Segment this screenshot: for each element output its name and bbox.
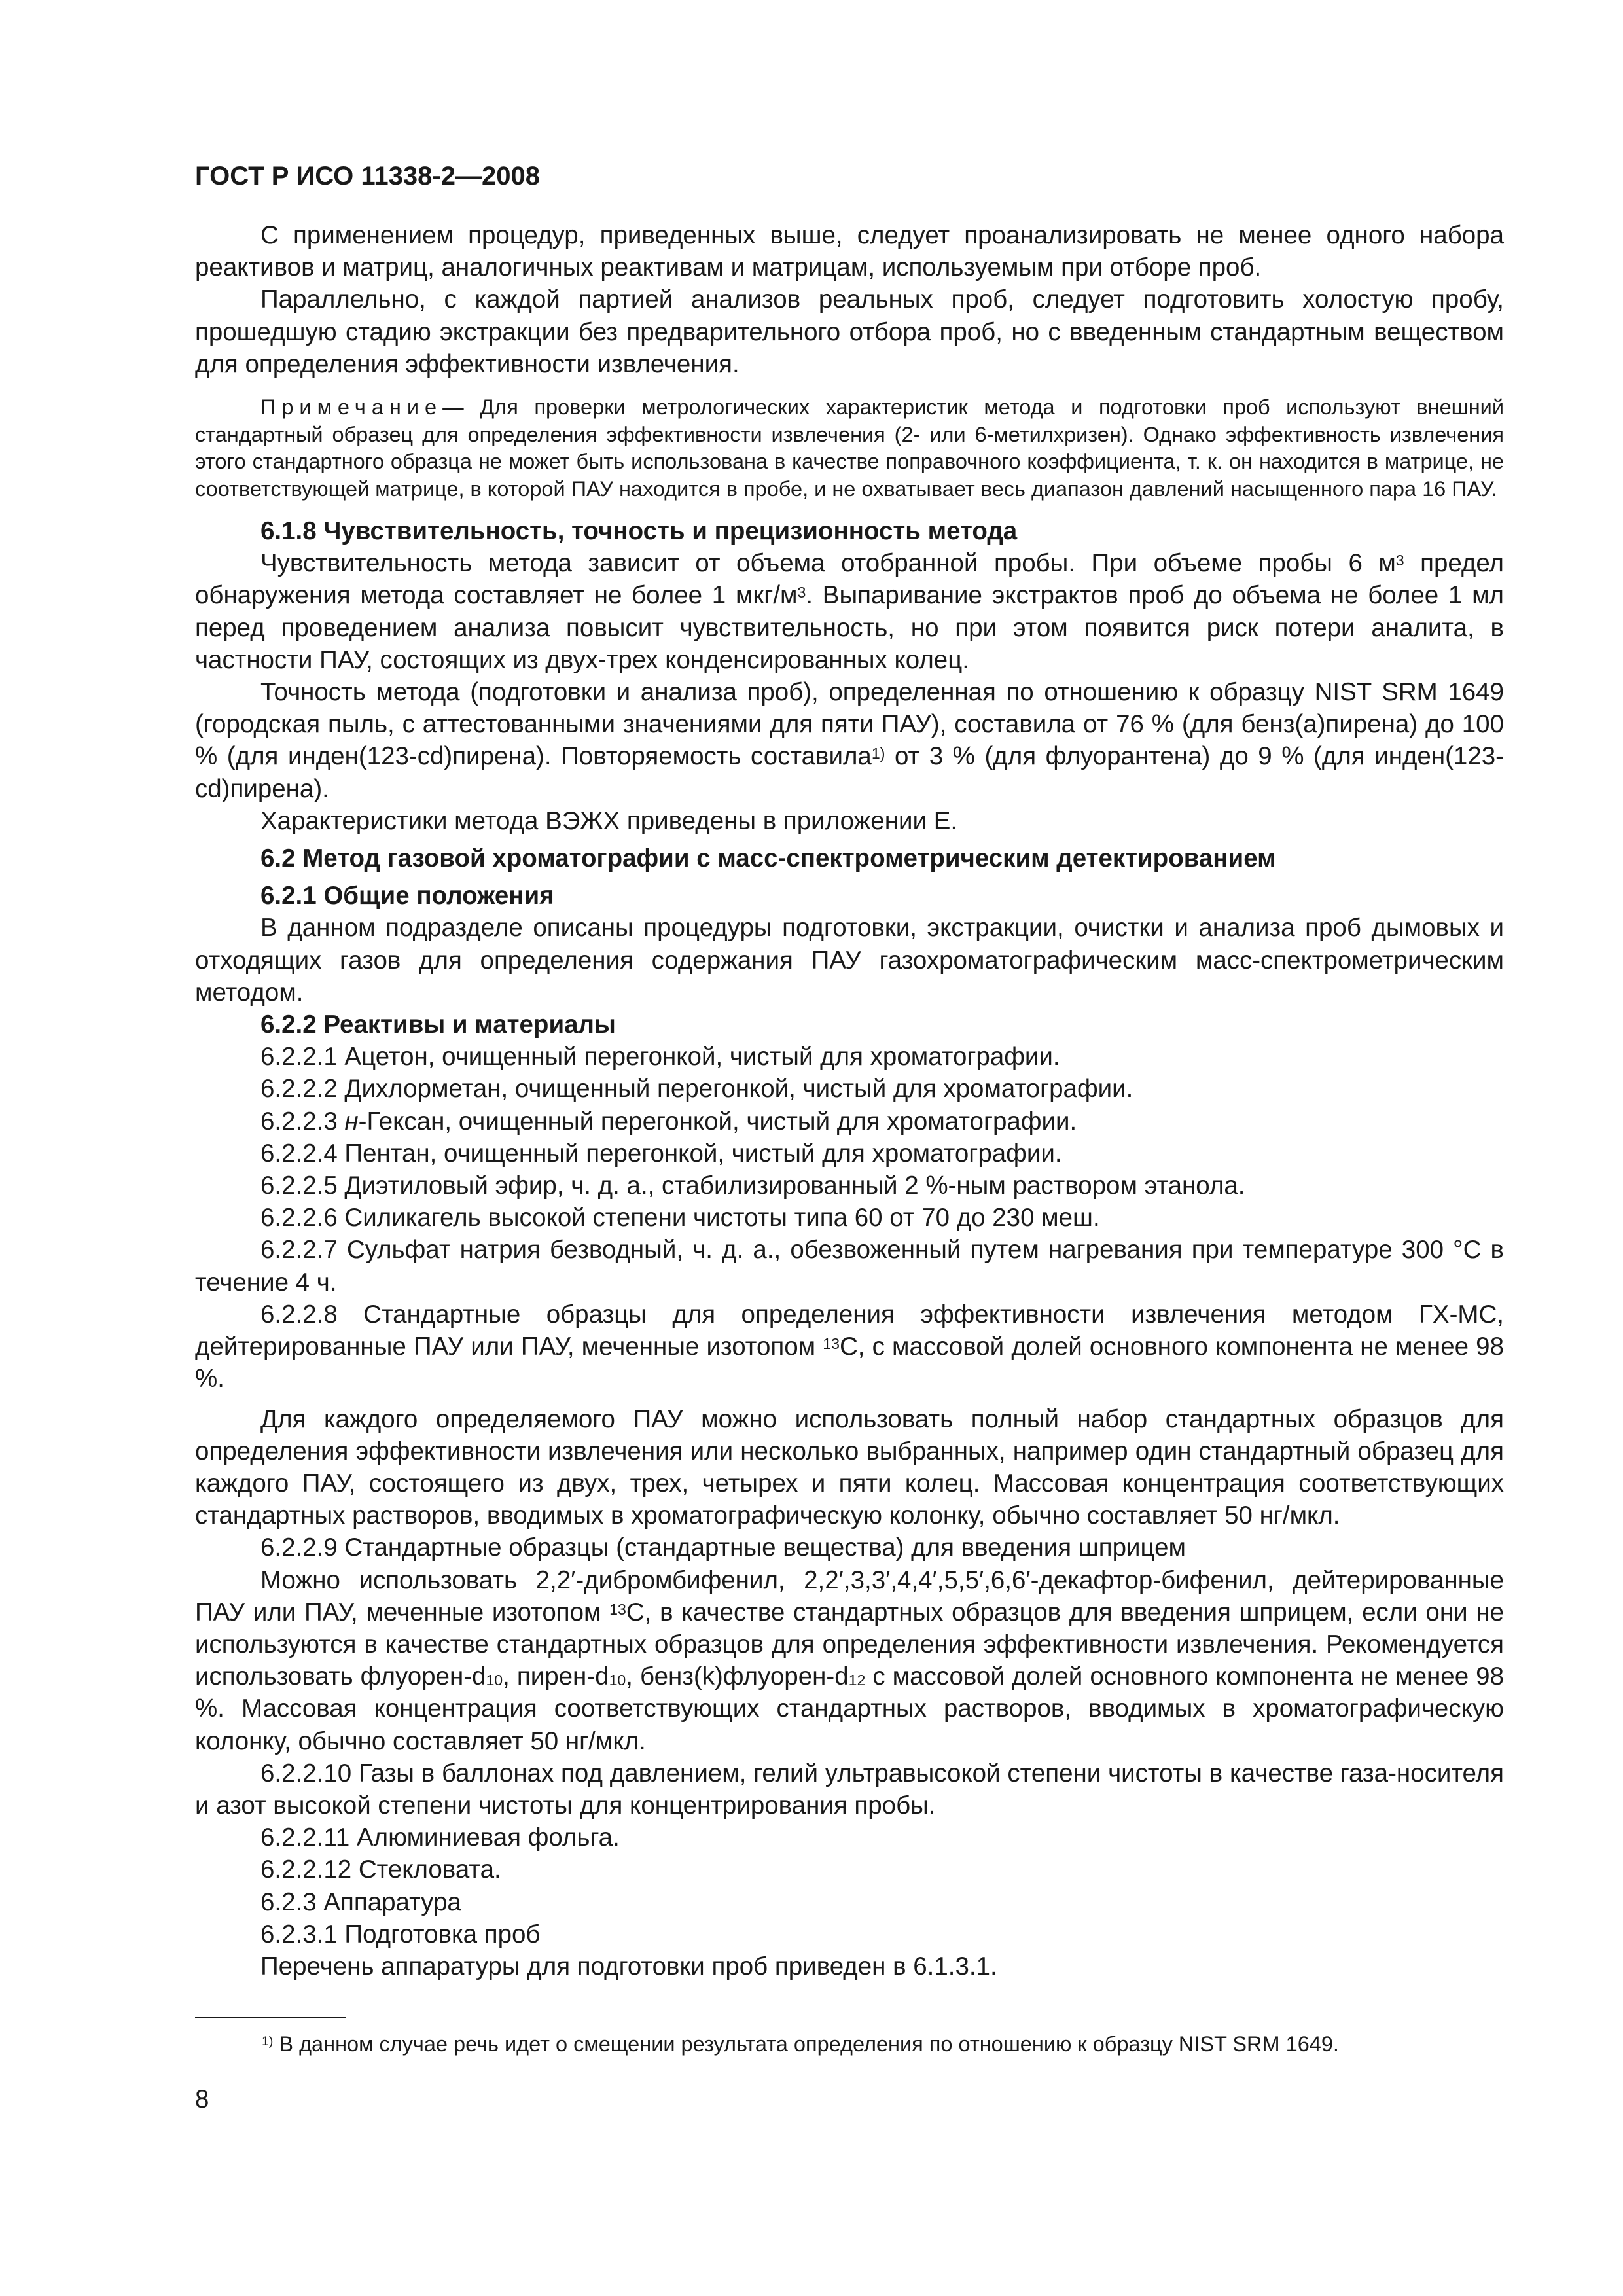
paragraph: Можно использовать 2,2′-дибромбифенил, 2,2′,3,3′,4,4′,5,5′,6,6′-декафтор-бифенил, дейтерированные ПАУ или ПАУ, меченные изотопом $^{13}$С, в качестве стандартных образцов для введения шприцем, если они не используются в качестве стандартных образцов для определения эффективности извлечения. Рекомендуется использовать флуорен-$d_{10}$, пирен-$d_{10}$, $бенз(k)флуорен-d_{12}$ с массовой долей основного компонента не менее 98 %. Массовая концентрация соответствующих стандартных растворов, вводимых в хроматографическую колонку, обычно составляет 50 нг/мкл.: [195, 1566, 1504, 1755]
list-item: 6.2.2.9 Стандартные образцы (стандартные вещества) для введения шприцем: [260, 1534, 1186, 1562]
list-item: 6.2.2.1 Ацетон, очищенный перегонкой, чистый для хроматографии.: [260, 1043, 1060, 1071]
document-body: [195, 219, 1504, 1982]
paragraph: Перечень аппаратуры для подготовки проб приведен в 6.1.3.1.: [260, 1952, 997, 1981]
list-item: 6.2.2.7 Сульфат натрия безводный, ч. д. а., обезвоженный путем нагревания при температуре 300 °С в течение 4 ч.: [195, 1236, 1504, 1297]
footnote-mark: 1): [262, 2034, 274, 2049]
section-heading-6-2-1: 6.2.1 Общие положения: [260, 882, 554, 910]
page-number: 8: [195, 2085, 209, 2113]
note: [195, 394, 1504, 503]
paragraph: В данном подразделе описаны процедуры подготовки, экстракции, очистки и анализа проб дымовых и отходящих газов для определения содержания ПАУ газохроматографическим масс-спектрометрическим методом.: [195, 914, 1504, 1007]
list-item: 6.2.2.12 Стекловата.: [260, 1856, 501, 1884]
list-item: 6.2.3 Аппаратура: [260, 1888, 461, 1916]
list-item: 6.2.2.10 Газы в баллонах под давлением, гелий ультравысокой степени чистоты в качестве газа-носителя и азот высокой степени чистоты для концентрирования пробы.: [195, 1759, 1504, 1820]
list-item: 6.2.2.4 Пентан, очищенный перегонкой, чистый для хроматографии.: [260, 1139, 1062, 1168]
note-text: — Для проверки метрологических характеристик метода и подготовки проб используют внешний стандартный образец для определения эффективности извлечения (2- или 6-метилхризен). Однако эффективность извлечения этого стандартного образца не может быть использована в качестве поправочного коэффициента, т. к. он находится в матрице, не соответствующей матрице, в которой ПАУ находится в пробе, и не охватывает весь диапазон давлений насыщенного пара 16 ПАУ.: [195, 395, 1504, 501]
list-item: 6.2.2.8 Стандартные образцы для определения эффективности извлечения методом ГХ-МС, дейтерированные ПАУ или ПАУ, меченные изотопом $^{13}$С, с массовой долей основного компонента не менее 98 %.: [195, 1300, 1504, 1393]
list-item: 6.2.2.5 Диэтиловый эфир, ч. д. а., стабилизированный 2 %-ным раствором этанола.: [260, 1172, 1245, 1200]
section-heading-6-2: 6.2 Метод газовой хроматографии с масс-спектрометрическим детектированием: [260, 844, 1276, 873]
document-header: ГОСТ Р ИСО 11338-2—2008: [195, 162, 540, 190]
footnote: [262, 2030, 1499, 2058]
paragraph: Точность метода (подготовки и анализа проб), определенная по отношению к образцу NIST SRM 1649 (городская пыль, с аттестованными значениями для пяти ПАУ), составила от 76 % (для бенз(а)пирена) до 100 % (для инден(123-cd)пирена). Повторяемость составила$^{1)}$ от 3 % (для флуорантена) до 9 % (для инден(123-cd)пирена).: [195, 678, 1504, 803]
list-item: 6.2.2.3 н-Гексан, очищенный перегонкой, чистый для хроматографии.: [260, 1107, 1077, 1136]
section-heading-6-2-2: 6.2.2 Реактивы и материалы: [260, 1011, 616, 1039]
footnote-text: В данном случае речь идет о смещении результата определения по отношению к образцу NIST SRM 1649.: [273, 2032, 1339, 2056]
paragraph: Для каждого определяемого ПАУ можно использовать полный набор стандартных образцов для определения эффективности извлечения или несколько выбранных, например один стандартный образец для каждого ПАУ, состоящего из двух, трех, четырех и пяти колец. Массовая концентрация соответствующих стандартных растворов, вводимых в хроматографическую колонку, обычно составляет 50 нг/мкл.: [195, 1405, 1504, 1530]
paragraph: Характеристики метода ВЭЖХ приведены в приложении Е.: [260, 806, 958, 835]
paragraph: Чувствительность метода зависит от объема отобранной пробы. При объеме пробы 6 $м^3$ предел обнаружения метода составляет не более 1 мкг/$м^3$. Выпаривание экстрактов проб до объема не более 1 мл перед проведением анализа повысит чувствительность, но при этом появится риск потери аналита, в частности ПАУ, состоящих из двух-трех конденсированных колец.: [195, 549, 1505, 674]
paragraph: С применением процедур, приведенных выше, следует проанализировать не менее одного набора реактивов и матриц, аналогичных реактивам и матрицам, используемым при отборе проб.: [195, 221, 1504, 282]
note-label: Примечание: [260, 395, 443, 420]
footnote-ref: 1): [871, 745, 885, 762]
list-item: 6.2.2.2 Дихлорметан, очищенный перегонкой, чистый для хроматографии.: [260, 1075, 1133, 1103]
paragraph: Параллельно, с каждой партией анализов реальных проб, следует подготовить холостую пробу, прошедшую стадию экстракции без предварительного отбора проб, но с введенным стандартным веществом для определения эффективности извлечения.: [195, 285, 1504, 378]
footnote-divider: [195, 2017, 346, 2018]
list-item: 6.2.3.1 Подготовка проб: [260, 1920, 541, 1948]
list-item: 6.2.2.6 Силикагель высокой степени чистоты типа 60 от 70 до 230 меш.: [260, 1204, 1100, 1232]
document-page: [195, 131, 1504, 1982]
list-item: 6.2.2.11 Алюминиевая фольга.: [260, 1823, 620, 1852]
section-heading-6-1-8: 6.1.8 Чувствительность, точность и прецизионность метода: [260, 517, 1018, 546]
